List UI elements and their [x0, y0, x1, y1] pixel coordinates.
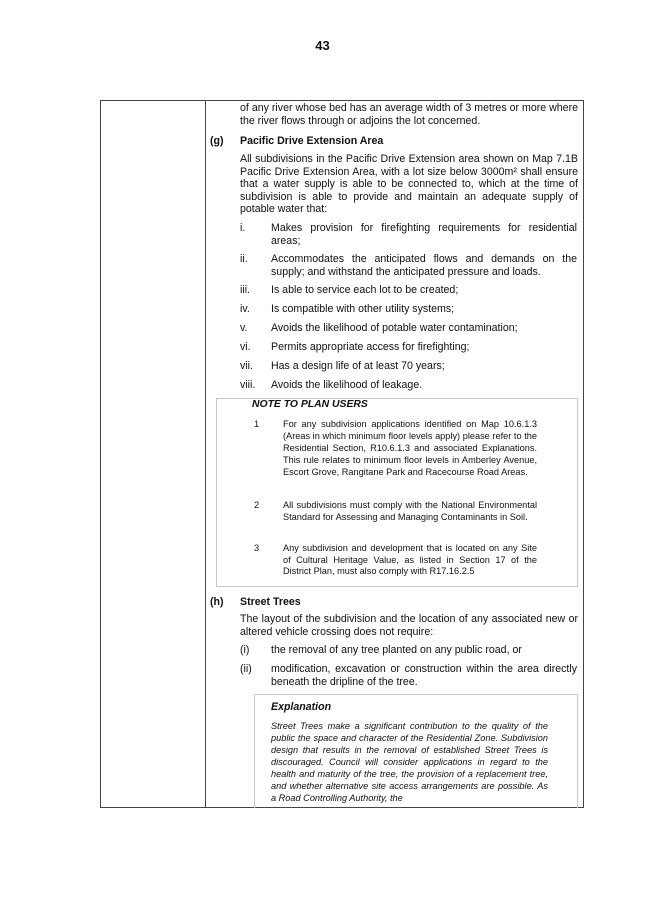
- section-h-heading: Street Trees: [240, 596, 301, 608]
- list-item-number: iii.: [240, 284, 251, 296]
- note-item-number: 3: [254, 543, 260, 553]
- list-item-number: i.: [240, 222, 246, 234]
- section-g-heading: Pacific Drive Extension Area: [240, 135, 384, 147]
- column-divider: [205, 101, 206, 807]
- list-item-number: vii.: [240, 360, 253, 372]
- note-title: NOTE TO PLAN USERS: [252, 399, 368, 410]
- list-item: Is able to service each lot to be created;: [271, 284, 459, 296]
- list-item: Avoids the likelihood of potable water contamination;: [271, 322, 518, 334]
- list-item: Makes provision for firefighting requirements for residential areas;: [271, 222, 577, 247]
- note-item: For any subdivision applications identified on Map 10.6.1.3 (Areas in which minimum floor levels apply) please refer to the Residential Section, R10.6.1.3 and associated Explanations. This rule relates to minimum floor levels in Amberley Avenue, Escort Grove, Rangitane Park and Racecourse Road Areas.: [283, 419, 537, 477]
- list-item: Has a design life of at least 70 years;: [271, 360, 445, 372]
- list-item-number: (ii): [240, 663, 252, 675]
- section-g-label: (g): [210, 135, 224, 147]
- list-item: Is compatible with other utility systems;: [271, 303, 455, 315]
- list-item-number: vi.: [240, 341, 251, 353]
- note-item: Any subdivision and development that is located on any Site of Cultural Heritage Value, as listed in Section 17 of the District Plan, must also comply with R17.16.2.5: [283, 543, 537, 576]
- page-number: 43: [315, 38, 330, 53]
- list-item-number: viii.: [240, 379, 256, 391]
- list-item: modification, excavation or construction within the area directly beneath the dripline of the tree.: [271, 663, 577, 688]
- list-item: the removal of any tree planted on any public road, or: [271, 644, 522, 656]
- list-item: Permits appropriate access for firefighting;: [271, 341, 470, 353]
- list-item-number: ii.: [240, 253, 248, 265]
- explanation-text: Street Trees make a significant contribution to the quality of the public the space and character of the Residential Zone. Subdivision design that results in the removal of established Street Trees is discouraged. Council will consider applications in regard to the health and maturity of the tree, the provision of a replacement tree, and whether alternative site access arrangements are possible. As a Road Controlling Authority, the: [271, 721, 548, 803]
- section-h-intro: The layout of the subdivision and the location of any associated new or altered vehicle crossing does not require:: [240, 613, 578, 638]
- note-item-number: 2: [254, 500, 260, 510]
- continuation-paragraph: of any river whose bed has an average width of 3 metres or more where the river flows through or adjoins the lot concerned.: [240, 102, 578, 127]
- note-item-number: 1: [254, 419, 260, 429]
- section-h-label: (h): [210, 596, 224, 608]
- note-item: All subdivisions must comply with the National Environmental Standard for Assessing and Managing Contaminants in Soil.: [283, 500, 537, 522]
- explanation-title: Explanation: [271, 701, 332, 713]
- list-item: Avoids the likelihood of leakage.: [271, 379, 423, 391]
- list-item-number: (i): [240, 644, 250, 656]
- list-item: Accommodates the anticipated flows and demands on the supply; and withstand the anticipated pressure and loads.: [271, 253, 577, 278]
- list-item-number: iv.: [240, 303, 250, 315]
- list-item-number: v.: [240, 322, 248, 334]
- section-g-intro: All subdivisions in the Pacific Drive Extension area shown on Map 7.1B Pacific Drive Extension Area, with a lot size below 3000m² shall ensure that a water supply is able to be connected to, which at the time of subdivision is able to provide and maintain an adequate supply of potable water that:: [240, 153, 578, 216]
